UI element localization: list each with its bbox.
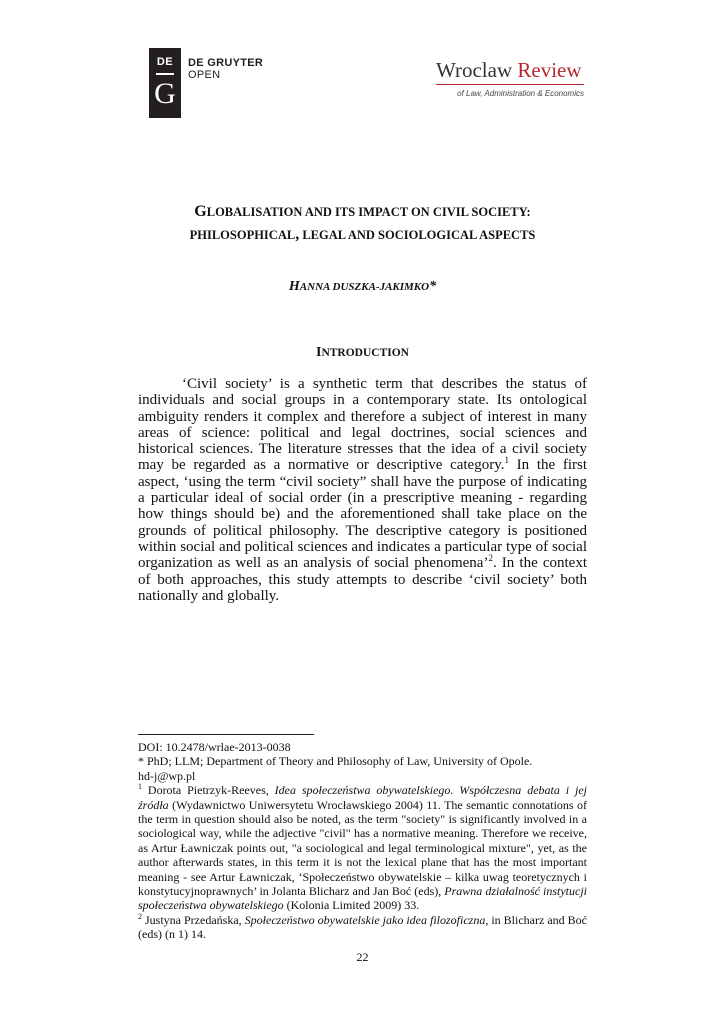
footnote-text: Justyna Przedańska, (142, 912, 245, 927)
footnote-2 (138, 913, 587, 942)
footnote-text: (Wydawnictwo Uniwersytetu Wrocławskiego 2004) 11. The semantic connotations of the term in question should also be noted, as the term "society" is significantly involved in a sociological way, while the adjective "civil" has a normative meaning. Therefore we receive, as Artur Ławniczak points out, "a sociological and legal terminological mixture", yet, as the author afterwards states, in this term it is not the lexical plane that has the most important meaning - see Artur Ławniczak, ‘Społeczeństwo obywatelskie – kilka uwag teoretycznych i konstytucyjnoprawnych’ in Jolanta Blicharz and Jan Boć (eds), (138, 797, 587, 899)
body-text-part2: In the first aspect, ‘using the term “civil society” shall have the purpose of indicating a particular ideal of social order (in a prescriptive meaning - regarding how things should be) and the aforementioned shall take place on the grounds of political philosophy. The descriptive category is positioned within social and political sciences and indicates a particular type of social organization as well as an analysis of social phenomena’ (138, 457, 587, 572)
article-title-line1 (100, 203, 625, 221)
author-smallcaps: ANNA DUSZKA-JAKIMKO (299, 281, 430, 293)
publisher-logo (149, 48, 263, 118)
footnote-text: , in Blicharz and Boć (eds) (n 1) 14. (138, 912, 587, 942)
footnote-italic-title: Idea społeczeństwa obywatelskiego. Współczesna debata i jej źródła (138, 783, 587, 812)
journal-name-part1: Wroclaw (436, 58, 518, 82)
title-smallcaps: PHILOSOPHICAL (189, 228, 296, 242)
journal-logo (436, 58, 584, 98)
footnote-number: 2 (138, 911, 142, 921)
logo-mark-text: DE (156, 56, 174, 68)
body-text-part1: ‘Civil society’ is a synthetic term that describes the status of individuals and social groups in a contemporary state. Its ontological ambiguity renders it complex and therefore a subject of interest in many areas of science: political and legal doctrines, social sciences and historical sciences. The literature stresses that the idea of a civil society may be regarded as a normative or descriptive category. (138, 376, 587, 474)
author-name (100, 277, 625, 295)
heading-initial: I (316, 345, 322, 360)
footnote-doi: DOI: 10.2478/wrlae-2013-0038 (138, 740, 291, 754)
section-heading (100, 343, 625, 361)
logo-mark-divider (156, 73, 174, 75)
journal-logo-rule (436, 84, 584, 85)
footnotes (138, 740, 587, 942)
footnote-text: (Kolonia Limited 2009) 33. (283, 898, 420, 913)
footnote-1 (138, 783, 587, 913)
footnote-rule (138, 734, 314, 735)
heading-smallcaps: NTRODUCTION (321, 347, 409, 359)
journal-name (436, 58, 584, 82)
publisher-logo-mark (149, 48, 181, 118)
journal-name-part2: Review (517, 58, 582, 82)
page-number: 22 (356, 950, 369, 964)
title-smallcaps: LOBALISATION AND ITS IMPACT ON CIVIL SOCIETY: (206, 205, 531, 219)
footnote-ref-2[interactable]: 2 (488, 553, 493, 564)
title-initial: G (194, 203, 207, 220)
author-footnote-mark: * (429, 279, 437, 294)
footnote-italic-title: Społeczeństwo obywatelskie jako idea filozoficzna (244, 912, 486, 927)
logo-mark-letter: G (154, 77, 176, 110)
footnote-email[interactable]: hd-j@wp.pl (138, 768, 196, 783)
publisher-name-line1: DE GRUYTER (188, 57, 264, 69)
journal-subtitle: of Law, Administration & Economics (457, 89, 584, 98)
footnote-affiliation: * PhD; LLM; Department of Theory and Philosophy of Law, University of Opole. (138, 754, 533, 769)
title-comma: , (295, 226, 300, 243)
publisher-name (188, 57, 263, 81)
footnote-number: 1 (138, 782, 142, 792)
author-initial: H (288, 279, 300, 294)
publisher-name-line2: OPEN (188, 69, 221, 81)
body-paragraph (138, 376, 587, 604)
body-text-part3: . In the context of both approaches, this study attempts to describe ‘civil society’ both nationally and globally. (138, 555, 587, 604)
footnote-ref-1[interactable]: 1 (504, 455, 509, 466)
title-smallcaps: LEGAL AND SOCIOLOGICAL ASPECTS (299, 228, 536, 242)
footnote-text: Dorota Pietrzyk-Reeves, (142, 783, 275, 798)
article-title-line2 (100, 226, 625, 244)
footnote-italic-title: Prawna działalność instytucji społeczeństwa obywatelskiego (138, 884, 588, 913)
